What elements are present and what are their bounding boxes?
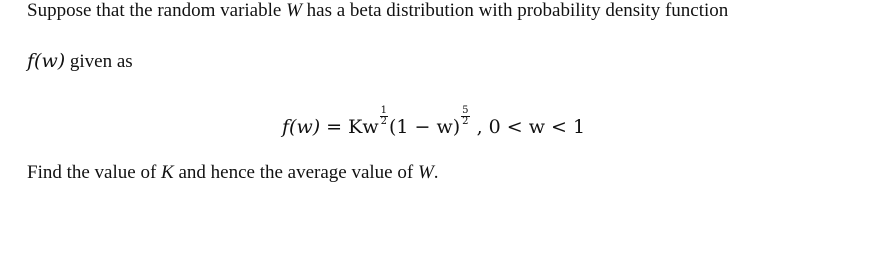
exponent-1-numerator: 1: [380, 105, 387, 116]
problem-statement-line-1: [27, 0, 728, 22]
formula-coefficient: Kw: [348, 116, 379, 138]
variable-w: W: [417, 162, 434, 183]
exponent-2-numerator: 5: [462, 105, 469, 116]
statement-text: has a beta distribution with probability density function: [301, 0, 729, 21]
question-text: and hence the average value of: [173, 162, 418, 183]
question-period: .: [433, 162, 439, 183]
exponent-fraction-1: [380, 106, 388, 127]
problem-statement-line-2: [27, 50, 133, 73]
formula-paren-term: (1 − w): [388, 116, 461, 138]
exponent-2-denominator: 2: [462, 116, 469, 127]
statement-text: given as: [65, 51, 133, 72]
formula-domain-condition: , 0 < w < 1: [470, 116, 586, 138]
statement-text: Suppose that the random variable: [27, 0, 287, 21]
exponent-1-denominator: 2: [380, 116, 387, 127]
problem-question-line: [27, 162, 439, 184]
question-text: Find the value of: [27, 162, 162, 183]
function-f-of-w: f(w): [27, 50, 66, 72]
exponent-fraction-2: [461, 106, 469, 127]
formula-equals: =: [320, 116, 349, 138]
pdf-formula: [282, 106, 585, 140]
variable-k: K: [161, 162, 174, 183]
variable-w: W: [286, 0, 302, 21]
formula-lhs: f(w): [282, 116, 321, 138]
